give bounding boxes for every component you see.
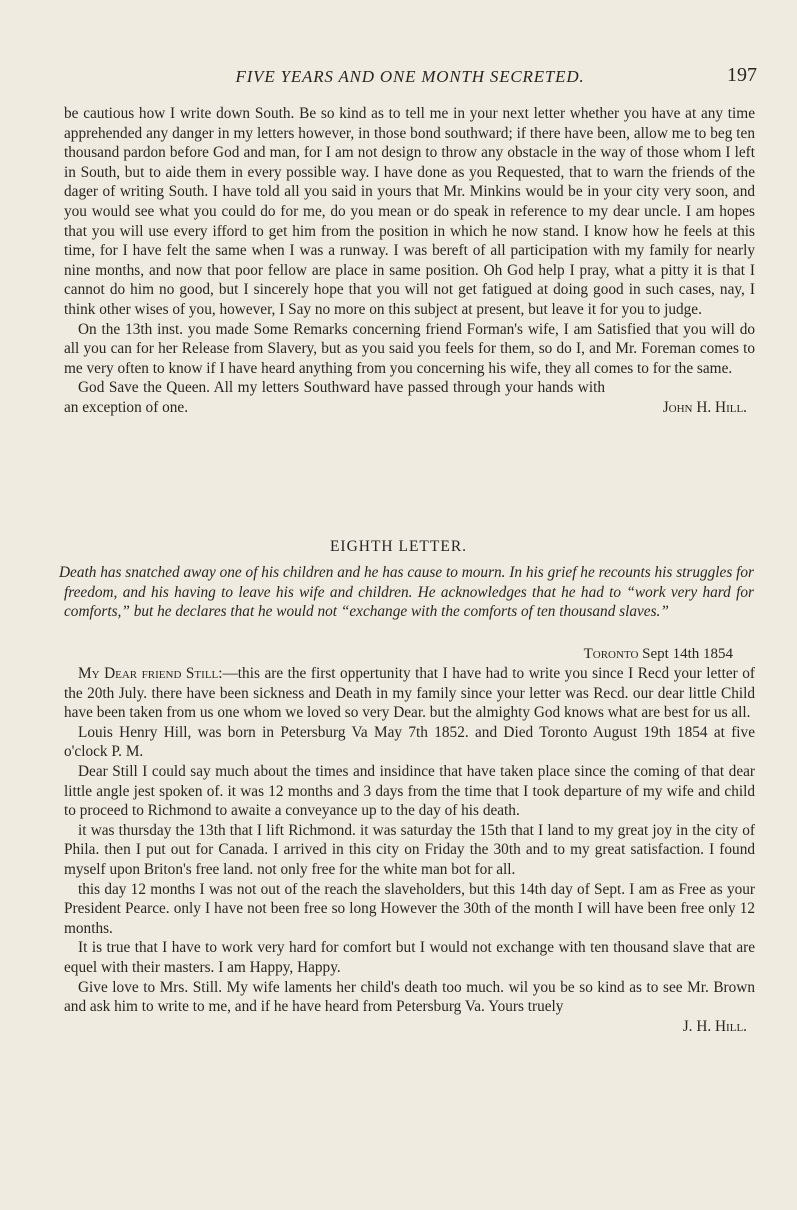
- paragraph: this day 12 months I was not out of the reach the slaveholders, but this 14th day of Sept. I am as Free as your President Pearce. only I have not been free so long However the 30th of the month I will have been free only 12 months.: [64, 880, 755, 937]
- salutation: My Dear friend Still: [78, 665, 219, 682]
- running-title: FIVE YEARS AND ONE MONTH SECRETED.: [235, 67, 585, 86]
- paragraph: Louis Henry Hill, was born in Petersburg Va May 7th 1852. and Died Toronto August 19th 1854 at five o'clock P. M.: [64, 723, 755, 761]
- dateline-date: Sept 14th 1854: [642, 646, 733, 662]
- paragraph: Dear Still I could say much about the times and insidince that have taken place since the coming of that dear little angle jest spoken of. it was 12 months and 3 days from the time that I took departure of my wife and child to proceed to Richmond to awaite a conveyance up to the day of his death.: [64, 762, 755, 820]
- paragraph: it was thursday the 13th that I lift Richmond. it was saturday the 15th that I land to my great joy in the city of Phila. then I put out for Canada. I arrived in this city on Friday the 30th and to my great satisfaction. I found myself upon Briton's free land. not only free for the white man bot for all.: [64, 821, 755, 878]
- letter-continuation: [64, 104, 755, 418]
- signature: John H. Hill.: [662, 398, 747, 416]
- signature: J. H. Hill.: [682, 1017, 747, 1035]
- paragraph: Give love to Mrs. Still. My wife laments her child's death too much. wil you be so kind as to see Mr. Brown and ask him to write to me, and if he have heard from Petersburg Va. Yours truely: [64, 978, 755, 1016]
- eighth-letter-body: [64, 664, 755, 1035]
- page-header: [60, 62, 760, 90]
- dateline: [584, 646, 733, 663]
- paragraph-text: :—this are the first oppertunity that I have had to write you since I Recd your letter of the 20th July. there have been sickness and Death in my family since your letter was Recd. our dear little Child have been taken from us one whom we loved so very Dear. but the almighty God knows what are best for us all.: [64, 665, 755, 722]
- paragraph: On the 13th inst. you made Some Remarks concerning friend Forman's wife, I am Satisfied that you will do all you can for her Release from Slavery, but as you said you feels for them, so do I, and Mr. Foreman comes to me very often to know if I have heard anything from you concerning his wife, they all comes to for the same.: [64, 320, 755, 377]
- dateline-place: Toronto: [583, 646, 639, 662]
- section-heading: EIGHTH LETTER.: [329, 538, 468, 555]
- paragraph: [64, 664, 755, 723]
- letter-summary: [59, 563, 754, 622]
- paragraph: It is true that I have to work very hard for comfort but I would not exchange with ten thousand slave that are equel with their masters. I am Happy, Happy.: [64, 939, 755, 976]
- paragraph: be cautious how I write down South. Be so kind as to tell me in your next letter whether you have at any time apprehended any danger in my letters however, in those bond southward; if there have been, allow me to beg ten thousand pardon before God and man, for I am not design to throw any obstacle in the way of those whom I left in South, but to aide them in every possible way. I have done as you Requested, that to warn the friends of the dager of writing South. I have told all you said in yours that Mr. Minkins would be in your city very soon, and you would see what you could do for me, do you mean or do speak in reference to my dear uncle. I am hopes that you will use every ifford to get him from the position in which he now stand. I know how he feels at this time, for I have felt the same when I was a runway. I was bereft of all participation with my family for nearly nine months, and now that poor fellow are place in same position. Oh God help I pray, what a pitty it is that I cannot do him no good, but I sincerely hope that you will not get fatigued at doing good in such cases, nay, I think other wises of you, however, I Say no more on this subject at present, but leave it for you to judge.: [64, 105, 755, 318]
- paragraph: God Save the Queen. All my letters Southward have passed through your hands with an exception of one.: [64, 379, 605, 416]
- page-number: 197: [727, 64, 757, 86]
- summary-text: Death has snatched away one of his children and he has cause to mourn. In his grief he recounts his struggles for freedom, and his having to leave his wife and children. He acknowledges that he had to “work very hard for comforts,” but he declares that he would not “exchange with the comforts of ten thousand slaves.”: [59, 564, 754, 620]
